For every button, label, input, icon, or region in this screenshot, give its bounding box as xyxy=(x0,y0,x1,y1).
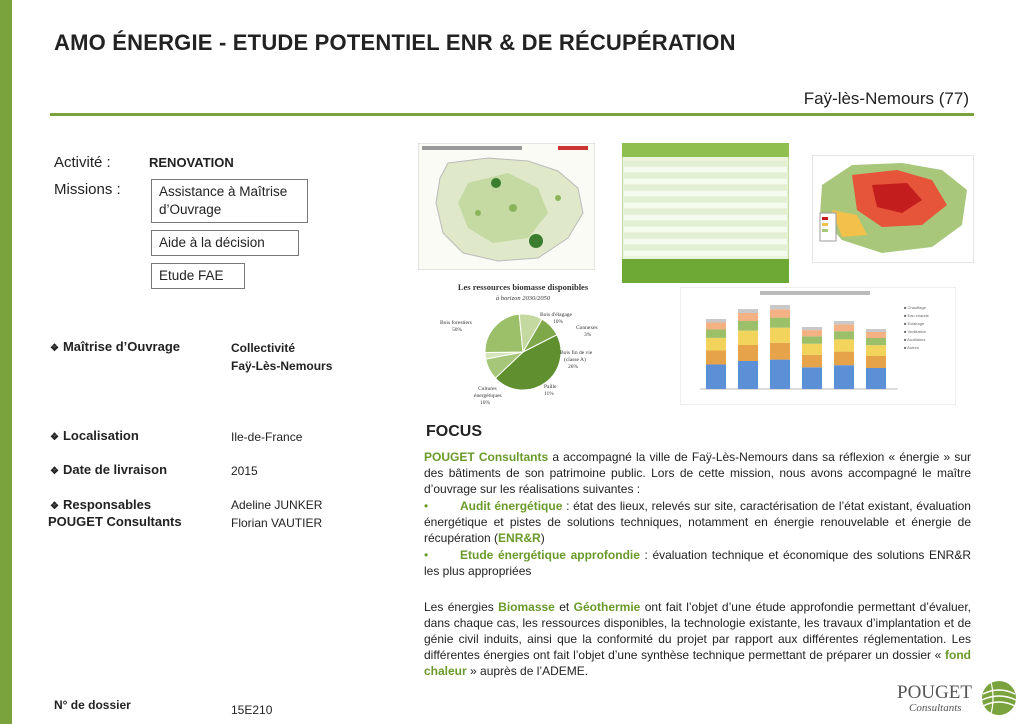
svg-text:26%: 26% xyxy=(568,364,579,370)
svg-text:■ Autres: ■ Autres xyxy=(904,345,919,350)
bar-segment xyxy=(738,331,758,345)
bar-segment xyxy=(802,327,822,330)
table-row xyxy=(624,185,787,190)
activity-value: RENOVATION xyxy=(149,155,234,170)
bar-segment xyxy=(866,338,886,345)
mission-item: Etude FAE xyxy=(151,263,245,289)
mission-item: Aide à la décision xyxy=(151,230,299,256)
bar-segment xyxy=(738,313,758,321)
table-row xyxy=(624,245,787,250)
bar-segment xyxy=(802,355,822,367)
bar-segment xyxy=(706,319,726,323)
bar-segment xyxy=(738,309,758,313)
responsable-name-1: Adeline JUNKER xyxy=(231,498,323,512)
svg-text:■ Eau chaude: ■ Eau chaude xyxy=(904,313,929,318)
bullet-icon: • xyxy=(424,499,429,513)
bar-segment xyxy=(802,336,822,343)
bar-segment xyxy=(866,329,886,332)
region-map-figure xyxy=(418,143,595,270)
cost-bar-chart-figure xyxy=(680,287,956,405)
activity-label: Activité : xyxy=(54,154,111,171)
dossier-value: 15E210 xyxy=(231,703,273,717)
bar-segment xyxy=(834,365,854,389)
svg-text:Bois d'élagage: Bois d'élagage xyxy=(540,312,572,318)
heat-map-figure xyxy=(812,155,974,263)
company-name: POUGET Consultants xyxy=(424,450,549,464)
svg-text:3%: 3% xyxy=(584,332,592,338)
responsable-name-2: Florian VAUTIER xyxy=(231,516,323,530)
pie-subtitle: à horizon 2030/2050 xyxy=(495,295,551,302)
table-row xyxy=(624,251,787,256)
missions-label: Missions : xyxy=(54,181,121,198)
focus-conclusion: Les énergies Biomasse et Géothermie ont fait l’objet d’une étude approfondie permettant d’évaluer, dans chaque cas, les ressources disponibles, la technologie existante, les travaux d’implantation et de génie civil induits, ainsi que la conformité du projet par rapport aux différentes réglementation. Les différentes énergies ont fait l’objet d’une synthèse technique permettant de préparer un dossier « fond chaleur » auprès de l’ADEME. xyxy=(424,600,971,678)
bar-segment xyxy=(866,356,886,368)
focus-title: FOCUS xyxy=(426,423,482,440)
bar-segment xyxy=(866,332,886,338)
bar-segment xyxy=(770,343,790,360)
pie-slice xyxy=(485,314,523,352)
bar-segment xyxy=(706,330,726,338)
bar-segment xyxy=(738,345,758,361)
focus-bullet-etude: • Etude énergétique approfondie : évaluation technique et économique des solutions ENR&R les plus appropriées xyxy=(424,548,971,578)
dossier-label: N° de dossier xyxy=(54,698,131,712)
left-accent-bar xyxy=(0,0,12,724)
table-row xyxy=(624,179,787,184)
svg-text:Cultures: Cultures xyxy=(478,386,497,392)
project-location: Faÿ-lès-Nemours (77) xyxy=(803,89,969,108)
svg-text:(classe A): (classe A) xyxy=(564,357,586,363)
svg-text:10%: 10% xyxy=(480,400,491,406)
energy-table-figure xyxy=(622,143,789,283)
svg-text:Paille: Paille xyxy=(544,384,557,390)
localisation-label: ❖ Localisation xyxy=(50,428,139,443)
svg-text:Bois fin de vie: Bois fin de vie xyxy=(560,350,593,356)
localisation-value: Ile-de-France xyxy=(231,430,303,444)
mission-item: Assistance à Maîtrise d’Ouvrage xyxy=(151,179,308,223)
maitrise-label: ❖ Maîtrise d’Ouvrage xyxy=(50,339,181,354)
bar-segment xyxy=(866,368,886,389)
maitrise-value-2: Faÿ-Lès-Nemours xyxy=(231,359,333,373)
bar-segment xyxy=(834,321,854,324)
date-label: ❖ Date de livraison xyxy=(50,462,168,477)
table-row xyxy=(624,221,787,226)
biomass-pie-figure xyxy=(438,280,608,408)
table-row xyxy=(624,161,787,166)
bar-segment xyxy=(706,338,726,351)
svg-text:50%: 50% xyxy=(452,327,463,333)
table-row xyxy=(624,227,787,232)
bar-segment xyxy=(834,352,854,366)
bar-segment xyxy=(738,321,758,331)
table-row xyxy=(624,233,787,238)
focus-intro: POUGET Consultants a accompagné la ville de Faÿ-Lès-Nemours dans sa réflexion « énergie » sur des bâtiments de son patrimoine public. Lors de cette mission, nous avons accompagné le maître d’ouvrage sur les réalisations suivantes : xyxy=(424,450,972,496)
bar-segment xyxy=(770,360,790,389)
logo-name: POUGET xyxy=(897,682,972,703)
pie-title: Les ressources biomasse disponibles xyxy=(457,282,589,292)
header-divider xyxy=(50,113,974,116)
table-row xyxy=(624,239,787,244)
responsables-company: POUGET Consultants xyxy=(48,514,182,529)
table-row xyxy=(624,197,787,202)
bullet-icon: • xyxy=(424,548,429,562)
bar-segment xyxy=(706,323,726,330)
table-row xyxy=(624,203,787,208)
bar-segment xyxy=(706,351,726,365)
svg-text:■ Chauffage: ■ Chauffage xyxy=(904,305,926,310)
focus-bullet-audit: • Audit énergétique : état des lieux, relevés sur site, caractérisation de l’état existant, évaluation énergétique et pistes de solutions techniques, notamment en énergie renouvelable et énergie de récupération (ENR&R) xyxy=(424,499,971,545)
bar-segment xyxy=(802,367,822,389)
svg-text:■ Éclairage: ■ Éclairage xyxy=(904,321,925,326)
page-title: AMO ÉNERGIE - ETUDE POTENTIEL ENR & DE RÉCUPÉRATION xyxy=(54,30,736,55)
bar-segment xyxy=(770,318,790,328)
responsables-label: ❖ Responsables xyxy=(50,497,152,512)
bar-segment xyxy=(770,309,790,317)
svg-text:Bois forestiers: Bois forestiers xyxy=(440,320,472,326)
bar-segment xyxy=(770,328,790,343)
svg-text:11%: 11% xyxy=(544,391,554,397)
date-value: 2015 xyxy=(231,464,258,478)
bar-segment xyxy=(834,339,854,351)
svg-text:Connexes: Connexes xyxy=(576,325,598,331)
svg-text:10%: 10% xyxy=(553,319,564,325)
bar-segment xyxy=(802,344,822,355)
pouget-logo xyxy=(895,678,1020,720)
bar-segment xyxy=(770,305,790,309)
bar-segment xyxy=(866,345,886,356)
svg-text:■ Auxiliaires: ■ Auxiliaires xyxy=(904,337,926,342)
globe-icon xyxy=(982,681,1016,715)
bar-segment xyxy=(706,365,726,390)
svg-text:énergétiques: énergétiques xyxy=(474,393,502,399)
table-row xyxy=(624,191,787,196)
svg-text:■ Ventilation: ■ Ventilation xyxy=(904,329,926,334)
bar-segment xyxy=(802,330,822,336)
table-row xyxy=(624,215,787,220)
maitrise-value-1: Collectivité xyxy=(231,341,296,355)
table-row xyxy=(624,167,787,172)
table-row xyxy=(624,173,787,178)
bar-segment xyxy=(834,331,854,339)
table-row xyxy=(624,209,787,214)
bar-segment xyxy=(834,324,854,331)
logo-subtitle: Consultants xyxy=(909,702,962,714)
bar-segment xyxy=(738,361,758,389)
